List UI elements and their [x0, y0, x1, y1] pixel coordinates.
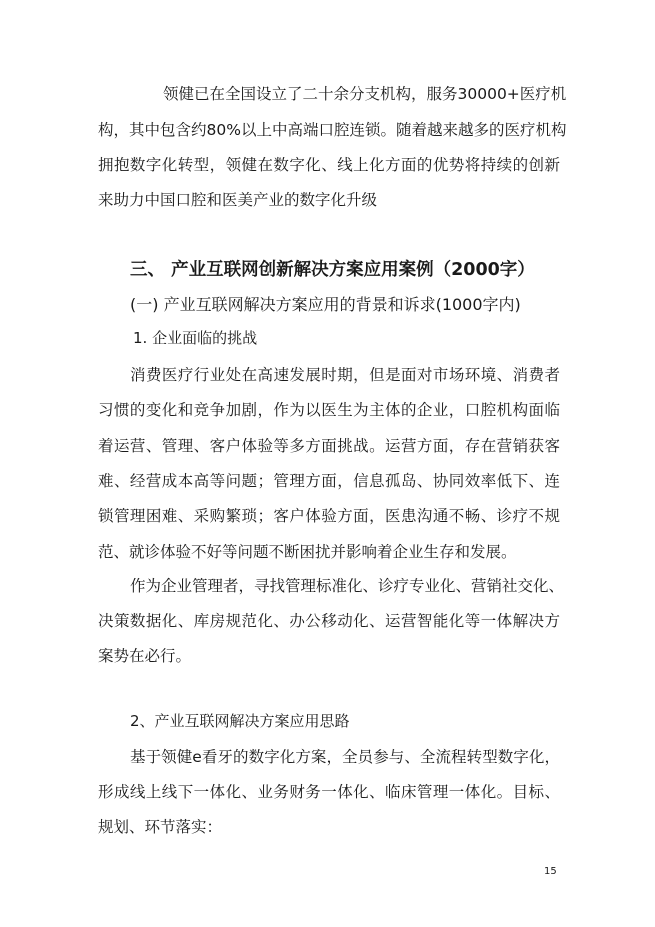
page-number: 15: [544, 866, 557, 877]
paragraph-line: 基于领健e看牙的数字化方案，全员参与、全流程转型数字化，: [130, 748, 560, 766]
paragraph-line: 作为企业管理者，寻找管理标准化、诊疗专业化、营销社交化、: [130, 577, 565, 595]
paragraph-line: 着运营、管理、客户体验等多方面挑战。运营方面，存在营销获客: [98, 437, 560, 455]
paragraph-line: 范、就诊体验不好等问题不断困扰并影响着企业生存和发展。: [98, 543, 517, 561]
paragraph-line: 习惯的变化和竞争加剧，作为以医生为主体的企业，口腔机构面临: [98, 401, 560, 419]
paragraph-line: 构，其中包含约80%以上中高端口腔连锁。随着越来越多的医疗机构: [98, 121, 567, 139]
subsection-heading: (一) 产业互联网解决方案应用的背景和诉求(1000字内): [130, 295, 521, 314]
paragraph-line: 形成线上线下一体化、业务财务一体化、临床管理一体化。目标、: [98, 783, 560, 801]
item-heading: 1. 企业面临的挑战: [133, 329, 258, 347]
paragraph-line: 领健已在全国设立了二十余分支机构，服务30000+医疗机: [163, 85, 567, 103]
paragraph-line: 锁管理困难、采购繁琐；客户体验方面，医患沟通不畅、诊疗不规: [98, 507, 560, 525]
paragraph-line: 决策数据化、库房规范化、办公移动化、运营智能化等一体解决方: [98, 612, 560, 630]
item-heading: 2、产业互联网解决方案应用思路: [130, 712, 350, 730]
paragraph-line: 拥抱数字化转型，领健在数字化、线上化方面的优势将持续的创新: [98, 156, 560, 174]
paragraph-line: 消费医疗行业处在高速发展时期，但是面对市场环境、消费者: [130, 366, 560, 384]
paragraph-line: 难、经营成本高等问题；管理方面，信息孤岛、协同效率低下、连: [98, 472, 560, 490]
paragraph-line: 来助力中国口腔和医美产业的数字化升级: [98, 191, 378, 209]
paragraph-line: 案势在必行。: [98, 647, 192, 665]
paragraph-line: 规划、环节落实：: [98, 818, 223, 836]
section-heading: 三、 产业互联网创新解决方案应用案例（2000字）: [130, 260, 535, 280]
